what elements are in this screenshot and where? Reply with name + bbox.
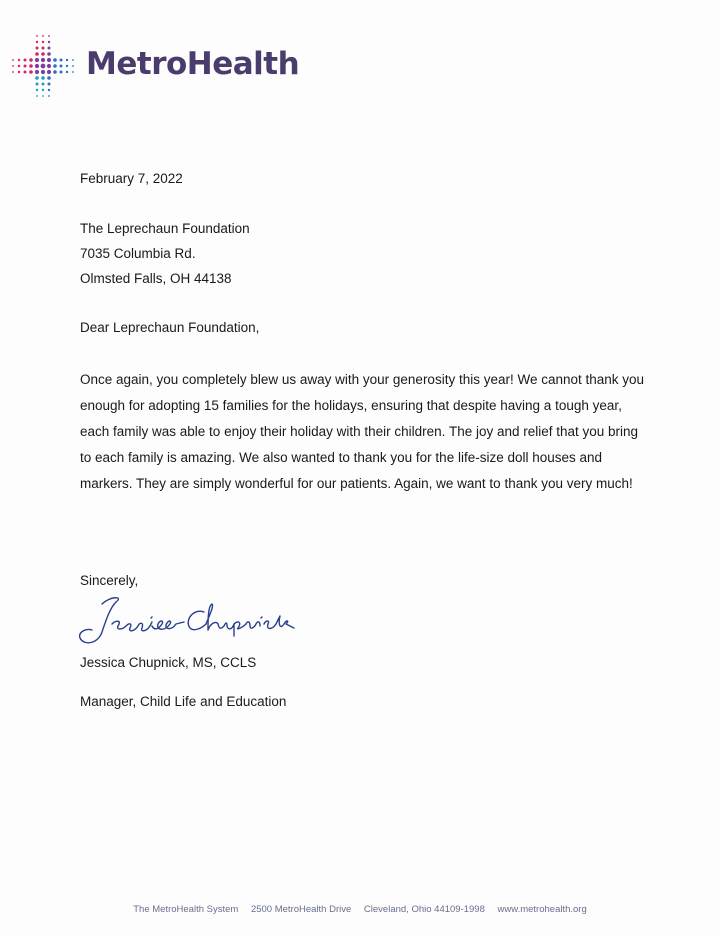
- logo-dot: [48, 83, 51, 86]
- logo-dot: [72, 65, 74, 67]
- logo-dot: [48, 89, 50, 91]
- footer-city: Cleveland, Ohio 44109-1998: [363, 904, 485, 915]
- logo-dot: [66, 71, 68, 73]
- logo-dot: [29, 58, 33, 62]
- logo-dot: [36, 35, 38, 37]
- body-line: markers. They are simply wonderful for our patients. Again, we want to thank you very much!: [80, 476, 633, 491]
- metrohealth-cross-icon: [10, 33, 76, 99]
- logo-dot: [18, 59, 20, 61]
- logo-dot: [60, 59, 63, 62]
- recipient-line: 7035 Columbia Rd.: [80, 246, 196, 261]
- signer-name: Jessica Chupnick, MS, CCLS: [80, 655, 257, 670]
- logo-dot: [29, 64, 33, 68]
- logo-dot: [53, 64, 57, 68]
- logo-dot: [41, 52, 45, 56]
- body-line: enough for adopting 15 families for the holidays, ensuring that despite having a tough year,: [80, 398, 622, 413]
- logo-dot: [72, 71, 74, 73]
- logo-dot: [47, 76, 51, 80]
- salutation: Dear Leprechaun Foundation,: [80, 320, 260, 335]
- logo-dot: [36, 47, 39, 50]
- logo-dot: [72, 59, 74, 61]
- logo-dot: [41, 58, 45, 62]
- logo-dot: [42, 95, 44, 97]
- closing: Sincerely,: [80, 573, 139, 588]
- logo-dot: [36, 83, 39, 86]
- logo-dot: [47, 58, 51, 62]
- letter-date: February 7, 2022: [80, 171, 183, 186]
- logo-dot: [48, 95, 50, 97]
- logo-dot: [12, 71, 14, 73]
- logo-dot: [24, 59, 27, 62]
- logo-dot: [60, 65, 63, 68]
- recipient-line: The Leprechaun Foundation: [80, 221, 250, 236]
- footer-website: www.metrohealth.org: [497, 904, 587, 915]
- logo-dot: [47, 70, 51, 74]
- logo-dot: [42, 35, 44, 37]
- logo-dot: [42, 83, 45, 86]
- brand-name: MetroHealth: [86, 46, 300, 82]
- logo-dot: [18, 71, 20, 73]
- logo-dot: [66, 65, 68, 67]
- logo-dot: [35, 76, 39, 80]
- logo-dot: [48, 41, 50, 43]
- logo-dot: [42, 41, 44, 43]
- logo-dot: [41, 70, 45, 74]
- logo-dot: [47, 64, 51, 68]
- footer-street: 2500 MetroHealth Drive: [250, 904, 352, 915]
- letter-body: [80, 372, 650, 502]
- handwritten-signature: [72, 590, 312, 650]
- body-line: to each family is amazing. We also wanted to thank you for the life-size doll houses and: [80, 450, 603, 465]
- recipient-line: Olmsted Falls, OH 44138: [80, 271, 232, 286]
- body-line: Once again, you completely blew us away with your generosity this year! We cannot thank you: [80, 372, 645, 387]
- footer-organization: The MetroHealth System: [133, 904, 239, 915]
- logo-dot: [12, 65, 14, 67]
- letterhead-footer: [0, 904, 720, 915]
- logo-dot: [53, 70, 57, 74]
- logo-dot: [47, 52, 51, 56]
- letterhead-logo: [10, 30, 299, 102]
- logo-dot: [66, 59, 68, 61]
- logo-dot: [35, 70, 39, 74]
- logo-dot: [48, 35, 50, 37]
- logo-dot: [35, 58, 39, 62]
- logo-dot: [36, 41, 38, 43]
- logo-dot: [36, 89, 38, 91]
- recipient-address: [80, 221, 250, 296]
- logo-dot: [53, 58, 57, 62]
- logo-dot: [12, 59, 14, 61]
- logo-dot: [48, 47, 51, 50]
- logo-dot: [36, 95, 38, 97]
- logo-dot: [24, 65, 27, 68]
- logo-dot: [24, 71, 27, 74]
- logo-dot: [42, 89, 44, 91]
- logo-dot: [42, 47, 45, 50]
- logo-dot: [41, 64, 46, 69]
- logo-dot: [60, 71, 63, 74]
- logo-dot: [18, 65, 20, 67]
- signer-title: Manager, Child Life and Education: [80, 694, 287, 709]
- logo-dot: [41, 76, 45, 80]
- logo-dot: [29, 70, 33, 74]
- logo-dot: [35, 64, 39, 68]
- logo-dot: [35, 52, 39, 56]
- body-line: each family was able to enjoy their holiday with their children. The joy and relief that you bring: [80, 424, 639, 439]
